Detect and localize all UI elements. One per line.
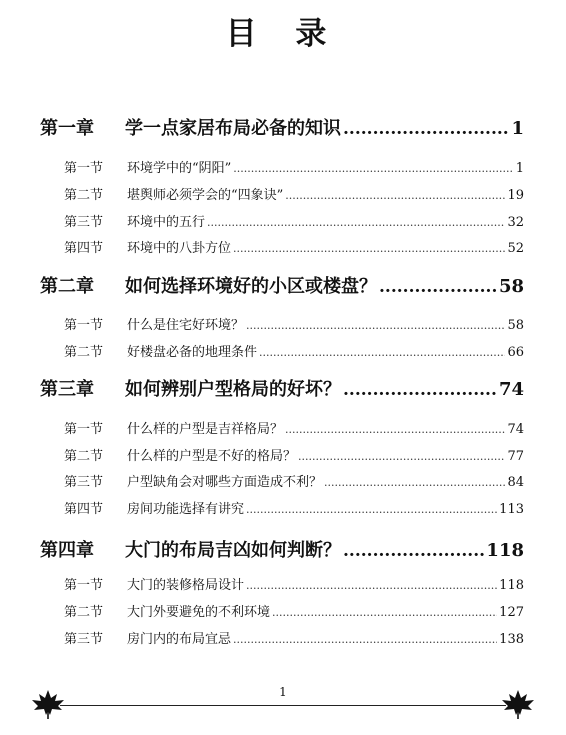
section-number: 第二节 bbox=[64, 605, 104, 620]
section-page-number: 52 bbox=[507, 241, 524, 256]
chapter-page-number: 118 bbox=[486, 540, 524, 561]
maple-leaf-icon bbox=[30, 688, 66, 720]
section-title: 什么样的户型是不好的格局？ bbox=[127, 449, 297, 464]
chapter-number: 第二章 bbox=[40, 276, 94, 297]
section-number: 第三节 bbox=[64, 475, 104, 490]
section-page-number: 84 bbox=[507, 475, 524, 490]
section-page-number: 77 bbox=[507, 449, 524, 464]
dot-leader bbox=[233, 633, 497, 646]
dot-leader bbox=[272, 606, 497, 619]
maple-leaf-icon bbox=[500, 688, 536, 720]
section-page-number: 32 bbox=[507, 215, 524, 230]
section-number: 第四节 bbox=[64, 241, 104, 256]
chapter-title: 如何辨别户型格局的好坏？ bbox=[125, 379, 341, 400]
chapter-number: 第三章 bbox=[40, 379, 94, 400]
page-title: 目 录 bbox=[225, 16, 341, 52]
section-number: 第一节 bbox=[64, 161, 104, 176]
dot-leader bbox=[298, 450, 505, 463]
toc-section-1-1[interactable] bbox=[64, 157, 524, 176]
section-title: 什么样的户型是吉祥格局？ bbox=[127, 422, 284, 437]
chapter-title: 学一点家居布局必备的知识 bbox=[125, 118, 341, 139]
dot-leader bbox=[343, 541, 484, 561]
chapter-title: 大门的布局吉凶如何判断？ bbox=[125, 540, 341, 561]
dot-leader bbox=[246, 503, 497, 516]
footer-rule bbox=[60, 705, 506, 706]
dot-leader bbox=[343, 380, 497, 400]
dot-leader bbox=[246, 579, 497, 592]
section-number: 第四节 bbox=[64, 502, 104, 517]
toc-section-1-4[interactable] bbox=[64, 237, 524, 256]
section-page-number: 58 bbox=[507, 318, 524, 333]
toc-chapter-4[interactable] bbox=[40, 536, 524, 562]
section-title: 大门外要避免的不利环境 bbox=[127, 605, 271, 620]
section-title: 什么是住宅好环境？ bbox=[127, 318, 245, 333]
section-number: 第二节 bbox=[64, 449, 104, 464]
dot-leader bbox=[259, 346, 505, 359]
dot-leader bbox=[246, 319, 505, 332]
dot-leader bbox=[233, 242, 505, 255]
chapter-page-number: 58 bbox=[498, 276, 524, 297]
chapter-page-number: 1 bbox=[511, 118, 524, 139]
toc-section-2-2[interactable] bbox=[64, 341, 524, 360]
section-number: 第二节 bbox=[64, 188, 104, 203]
section-title: 大门的装修格局设计 bbox=[127, 578, 245, 593]
section-page-number: 138 bbox=[499, 632, 524, 647]
toc-section-3-1[interactable] bbox=[64, 418, 524, 437]
toc-section-3-3[interactable] bbox=[64, 471, 524, 490]
toc-section-4-3[interactable] bbox=[64, 628, 524, 647]
toc-section-1-2[interactable] bbox=[64, 184, 524, 203]
section-title: 环境学中的“阴阳” bbox=[127, 161, 232, 176]
section-page-number: 118 bbox=[499, 578, 524, 593]
toc-section-1-3[interactable] bbox=[64, 211, 524, 230]
section-number: 第一节 bbox=[64, 578, 104, 593]
section-number: 第三节 bbox=[64, 215, 104, 230]
section-number: 第一节 bbox=[64, 318, 104, 333]
toc-section-3-4[interactable] bbox=[64, 498, 524, 517]
section-number: 第三节 bbox=[64, 632, 104, 647]
section-title: 房门内的布局宜忌 bbox=[127, 632, 232, 647]
toc-section-3-2[interactable] bbox=[64, 445, 524, 464]
dot-leader bbox=[233, 162, 513, 175]
section-page-number: 19 bbox=[507, 188, 524, 203]
dot-leader bbox=[324, 476, 505, 489]
section-title: 户型缺角会对哪些方面造成不利？ bbox=[127, 475, 323, 490]
section-number: 第二节 bbox=[64, 345, 104, 360]
chapter-title: 如何选择环境好的小区或楼盘？ bbox=[125, 276, 377, 297]
section-page-number: 127 bbox=[499, 605, 524, 620]
dot-leader bbox=[207, 216, 505, 229]
dot-leader bbox=[285, 189, 505, 202]
section-page-number: 74 bbox=[507, 422, 524, 437]
toc-chapter-1[interactable] bbox=[40, 114, 524, 140]
section-title: 好楼盘必备的地理条件 bbox=[127, 345, 258, 360]
toc-section-2-1[interactable] bbox=[64, 314, 524, 333]
dot-leader bbox=[379, 277, 497, 297]
section-page-number: 1 bbox=[515, 161, 524, 176]
chapter-page-number: 74 bbox=[498, 379, 524, 400]
toc-chapter-2[interactable] bbox=[40, 272, 524, 298]
section-number: 第一节 bbox=[64, 422, 104, 437]
toc-chapter-3[interactable] bbox=[40, 375, 524, 401]
footer-page-number: 1 bbox=[279, 685, 287, 699]
section-title: 房间功能选择有讲究 bbox=[127, 502, 245, 517]
chapter-number: 第一章 bbox=[40, 118, 94, 139]
dot-leader bbox=[285, 423, 505, 436]
section-page-number: 113 bbox=[499, 502, 524, 517]
section-title: 环境中的八卦方位 bbox=[127, 241, 232, 256]
section-title: 堪舆师必须学会的“四象诀” bbox=[127, 188, 284, 203]
chapter-number: 第四章 bbox=[40, 540, 94, 561]
toc-section-4-2[interactable] bbox=[64, 601, 524, 620]
section-title: 环境中的五行 bbox=[127, 215, 206, 230]
section-page-number: 66 bbox=[507, 345, 524, 360]
toc-section-4-1[interactable] bbox=[64, 574, 524, 593]
dot-leader bbox=[343, 119, 509, 139]
